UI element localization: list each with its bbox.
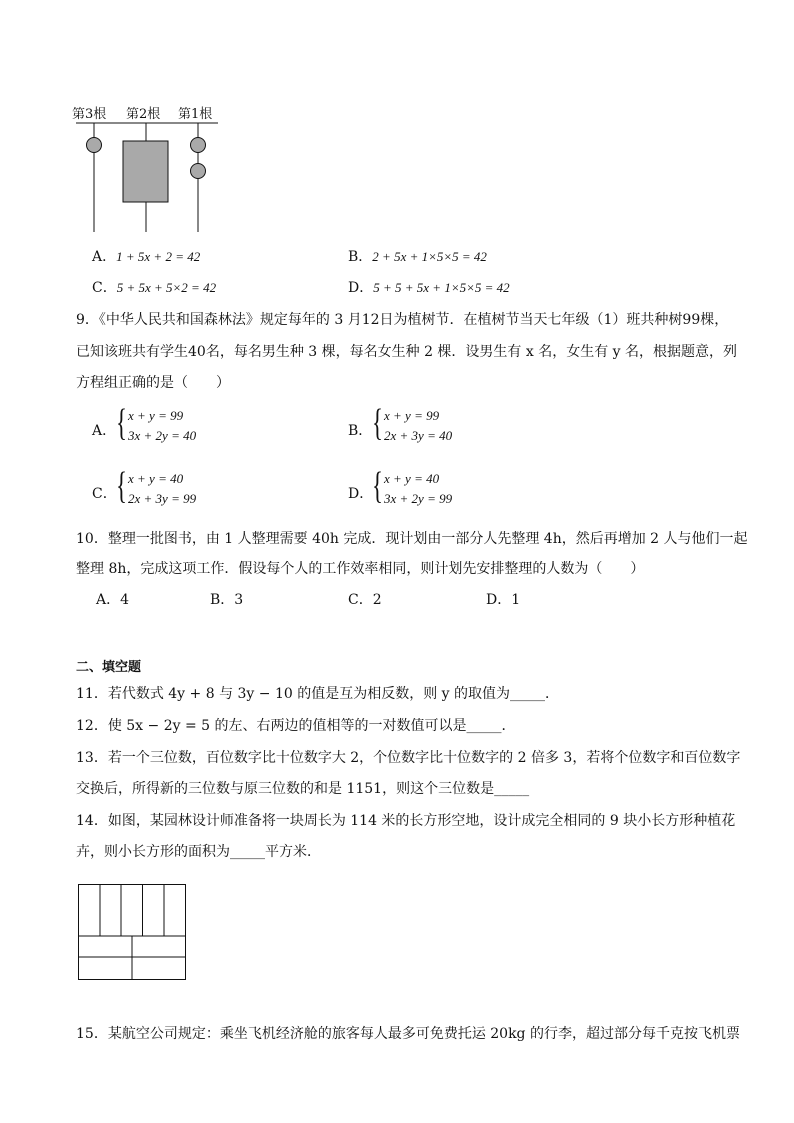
q9-line1: 9．《中华人民共和国森林法》规定每年的 3 月12日为植树节．在植树节当天七年级（1）班共种树99棵， — [76, 312, 729, 328]
q10-option-a[interactable]: A．4 — [96, 592, 130, 608]
option-letter: B． — [348, 423, 373, 439]
q8-option-a[interactable] — [92, 247, 200, 267]
option-expr: 5 + 5 + 5x + 1×5×5 = 42 — [373, 280, 510, 295]
q9-option-c[interactable] — [92, 465, 312, 513]
equation-1: x + y = 40 — [128, 471, 184, 486]
q9-option-d[interactable] — [348, 465, 568, 513]
abacus-diagram — [72, 100, 232, 235]
section-heading: 二、填空题 — [76, 660, 142, 675]
q13-line1: 13．若一个三位数，百位数字比十位数字大 2，个位数字比十位数字的 2 倍多 3，若将个位数字和百位数字 — [76, 750, 741, 766]
equation-2: 3x + 2y = 99 — [384, 491, 453, 506]
equation-2: 3x + 2y = 40 — [128, 428, 197, 443]
option-letter: C． — [92, 486, 117, 502]
option-letter: D． — [348, 280, 374, 296]
q14-line2: 卉，则小长方形的面积为_____平方米． — [76, 844, 321, 860]
q8-option-b[interactable] — [348, 247, 487, 267]
equation-2: 2x + 3y = 99 — [128, 491, 197, 506]
q15: 15．某航空公司规定：乘坐飞机经济舱的旅客每人最多可免费托运 20kg 的行李，超过部分每千克按飞机票 — [76, 1026, 740, 1042]
q13-line2: 交换后，所得新的三位数与原三位数的和是 1151，则这个三位数是_____ — [76, 781, 530, 797]
rod2-label: 第2根 — [126, 107, 161, 122]
q10-option-b[interactable]: B．3 — [210, 592, 244, 608]
q14-line1: 14．如图，某园林设计师准备将一块周长为 114 米的长方形空地，设计成完全相同的 9 块小长方形种植花 — [76, 813, 736, 829]
q10-option-c[interactable]: C．2 — [348, 592, 382, 608]
q9-line3: 方程组正确的是（ ） — [76, 375, 230, 391]
option-letter: B． — [348, 249, 373, 265]
option-letter: C． — [92, 280, 117, 296]
q10-line2: 整理 8h，完成这项工作．假设每个人的工作效率相同，则计划先安排整理的人数为（ ） — [76, 561, 645, 577]
equation-1: x + y = 40 — [384, 471, 440, 486]
equation-2: 2x + 3y = 40 — [384, 428, 453, 443]
brace-icon: { — [116, 465, 127, 507]
option-letter: A． — [92, 423, 117, 439]
brace-icon: { — [372, 465, 383, 507]
garden-layout-figure — [78, 884, 188, 982]
q10-line1: 10．整理一批图书，由 1 人整理需要 40h 完成．现计划由一部分人先整理 4h，然后再增加 2 人与他们一起 — [76, 531, 748, 547]
equation-1: x + y = 99 — [128, 408, 184, 423]
q12: 12．使 5x − 2y = 5 的左、右两边的值相等的一对数值可以是_____． — [76, 718, 516, 734]
brace-icon: { — [372, 402, 383, 444]
q9-option-a[interactable] — [92, 402, 312, 450]
q8-option-d[interactable] — [348, 278, 510, 298]
rod1-label: 第1根 — [178, 107, 213, 122]
equation-1: x + y = 99 — [384, 408, 440, 423]
q8-option-c[interactable] — [92, 278, 216, 298]
option-letter: D． — [348, 486, 374, 502]
option-expr: 5 + 5x + 5×2 = 42 — [116, 280, 217, 295]
q11: 11．若代数式 4y + 8 与 3y − 10 的值是互为相反数，则 y 的取值为_____． — [76, 686, 560, 702]
rod3-label: 第3根 — [72, 107, 107, 122]
option-expr: 1 + 5x + 2 = 42 — [116, 249, 201, 264]
brace-icon: { — [116, 402, 127, 444]
figure-abacus — [72, 100, 232, 235]
q10-option-d[interactable]: D．1 — [486, 592, 521, 608]
q9-option-b[interactable] — [348, 402, 568, 450]
option-letter: A． — [92, 249, 117, 265]
q9-line2: 已知该班共有学生40名，每名男生种 3 棵，每名女生种 2 棵．设男生有 x 名，女生有 y 名，根据题意，列 — [76, 344, 738, 360]
option-expr: 2 + 5x + 1×5×5 = 42 — [372, 249, 487, 264]
